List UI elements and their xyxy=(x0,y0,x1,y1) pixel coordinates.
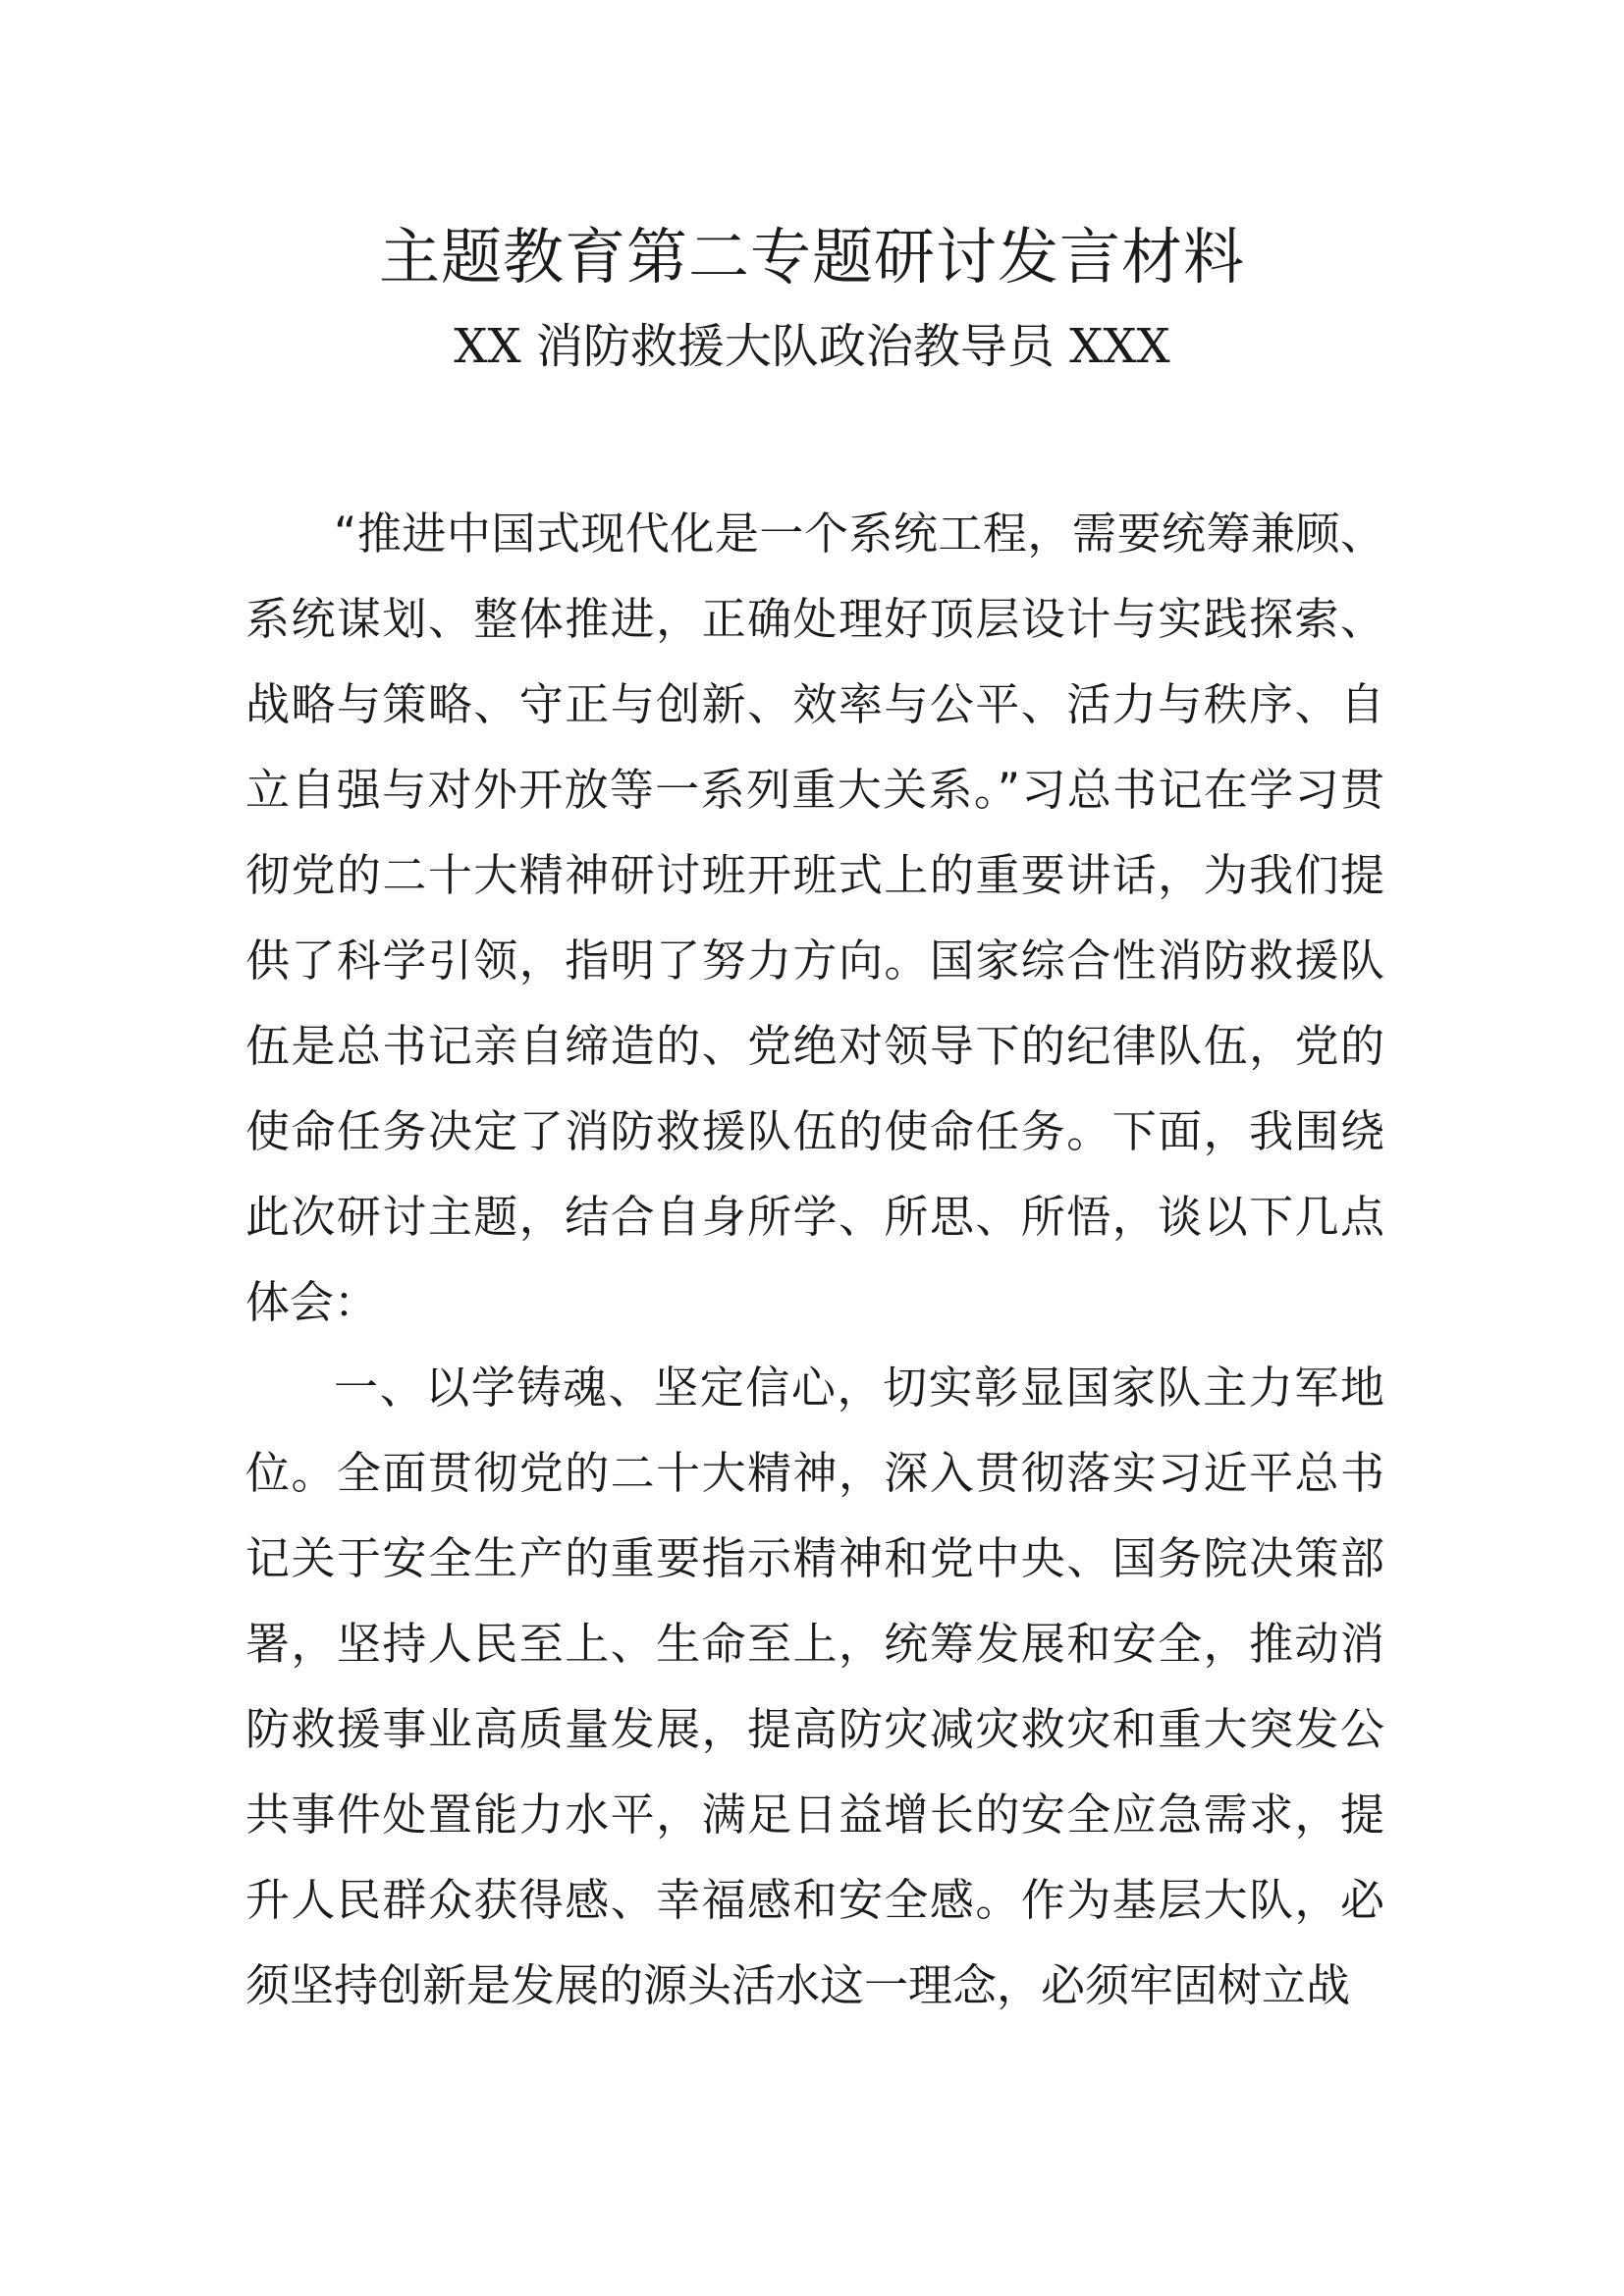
document-body xyxy=(245,491,1384,2028)
document-subtitle: XX 消防救援大队政治教导员 XXX xyxy=(454,319,1170,374)
paragraph-intro: “推进中国式现代化是一个系统工程，需要统筹兼顾、系统谋划、整体推进，正确处理好顶层设计与实践探索、战略与策略、守正与创新、效率与公平、活力与秩序、自立自强与对外开放等一系列重大关系。”习总书记在学习贯彻党的二十大精神研讨班开班式上的重要讲话，为我们提供了科学引领，指明了努力方向。国家综合性消防救援队伍是总书记亲自缔造的、党绝对领导下的纪律队伍，党的使命任务决定了消防救援队伍的使命任务。下面，我围绕此次研讨主题，结合自身所学、所思、所悟，谈以下几点体会： xyxy=(245,507,1384,1328)
paragraph-section-one: 一、以学铸魂、坚定信心，切实彰显国家队主力军地位。全面贯彻党的二十大精神，深入贯彻落实习近平总书记关于安全生产的重要指示精神和党中央、国务院决策部署，坚持人民至上、生命至上，统筹发展和安全，推动消防救援事业高质量发展，提高防灾减灾救灾和重大突发公共事件处置能力水平，满足日益增长的安全应急需求，提升人民群众获得感、幸福感和安全感。作为基层大队，必须坚持创新是发展的源头活水这一理念，必须牢固树立战 xyxy=(245,1362,1384,2011)
document-title: 主题教育第二专题研讨发言材料 xyxy=(378,221,1245,293)
